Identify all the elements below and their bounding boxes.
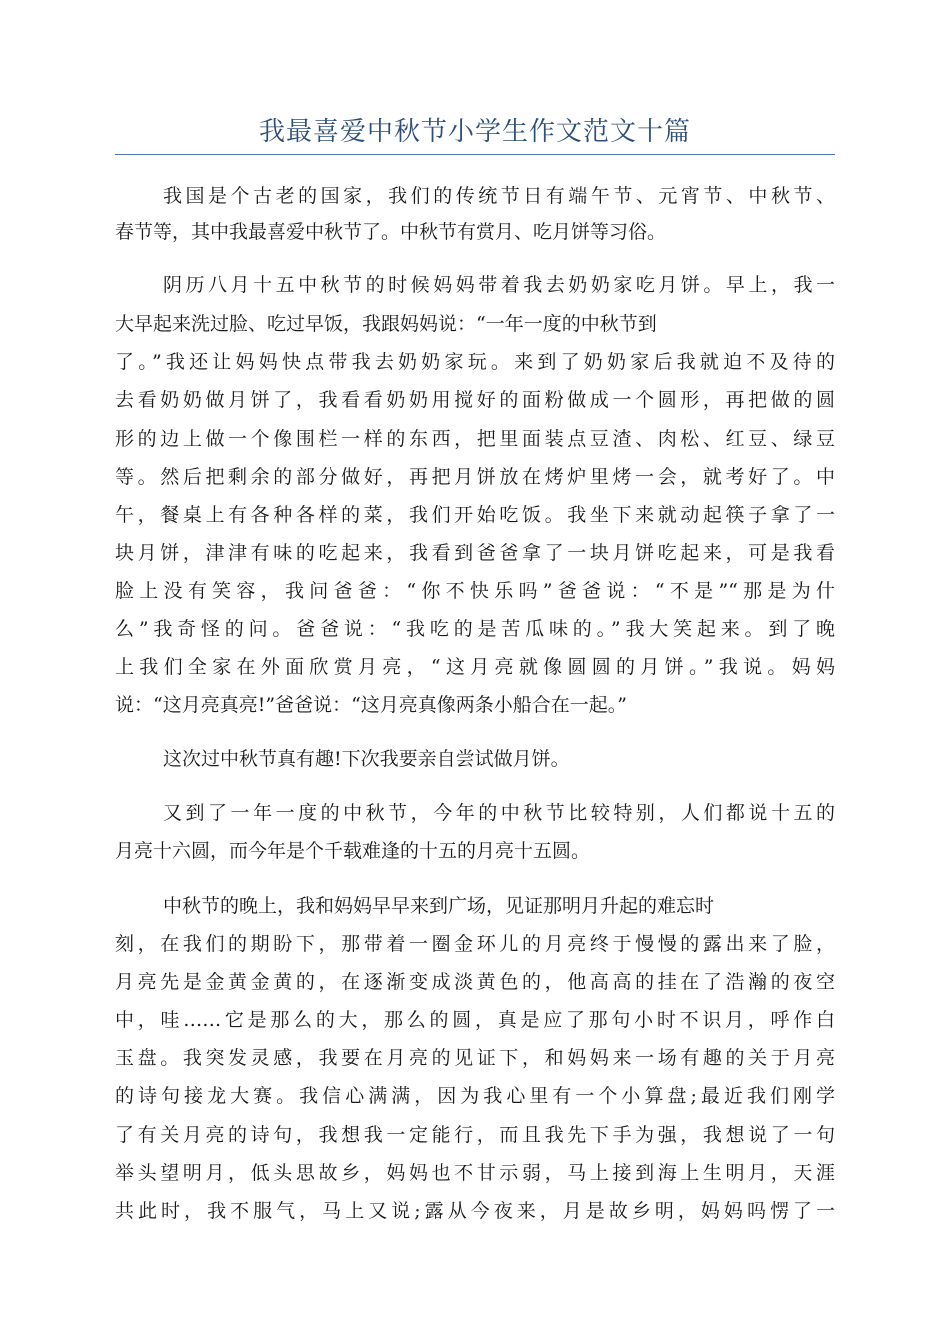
paragraph-line: 又到了一年一度的中秋节，今年的中秋节比较特别，人们都说十五的	[163, 802, 835, 824]
paragraph-line: 等。然后把剩余的部分做好，再把月饼放在烤炉里烤一会，就考好了。中	[115, 466, 835, 488]
paragraph-line: 共此时，我不服气，马上又说;露从今夜来，月是故乡明，妈妈吗愣了一	[115, 1200, 835, 1222]
paragraph-line: 了有关月亮的诗句，我想我一定能行，而且我先下手为强，我想说了一句	[115, 1124, 835, 1146]
paragraph-line: 玉盘。我突发灵感，我要在月亮的见证下，和妈妈来一场有趣的关于月亮	[115, 1047, 835, 1069]
paragraph-line: 阴历八月十五中秋节的时候妈妈带着我去奶奶家吃月饼。早上，我一	[163, 274, 835, 296]
paragraph-line: 中秋节的晚上，我和妈妈早早来到广场，见证那明月升起的难忘时	[163, 895, 715, 917]
document-title: 我最喜爱中秋节小学生作文范文十篇	[258, 117, 691, 147]
title-underline	[115, 154, 835, 155]
paragraph-line: 了。”我还让妈妈快点带我去奶奶家玩。来到了奶奶家后我就迫不及待的	[115, 351, 835, 373]
paragraph-line: 中，哇……它是那么的大，那么的圆，真是应了那句小时不识月，呼作白	[115, 1009, 835, 1031]
paragraph-line: 举头望明月，低头思故乡，妈妈也不甘示弱，马上接到海上生明月，天涯	[115, 1162, 835, 1184]
paragraph-line: 块月饼，津津有味的吃起来，我看到爸爸拿了一块月饼吃起来，可是我看	[115, 542, 835, 564]
paragraph-line: 月亮先是金黄金黄的，在逐渐变成淡黄色的，他高高的挂在了浩瀚的夜空	[115, 971, 835, 993]
paragraph-line: 说：“这月亮真亮!”爸爸说：“这月亮真像两条小船合在一起。”	[115, 694, 627, 716]
paragraph-line: 形的边上做一个像围栏一样的东西，把里面装点豆渣、肉松、红豆、绿豆	[115, 428, 835, 450]
paragraph-line: 去看奶奶做月饼了，我看看奶奶用搅好的面粉做成一个圆形，再把做的圆	[115, 389, 835, 411]
paragraph-line: 么”我奇怪的问。爸爸说：“我吃的是苦瓜味的。”我大笑起来。到了晚	[115, 618, 835, 640]
paragraph-line: 刻，在我们的期盼下，那带着一圈金环儿的月亮终于慢慢的露出来了脸，	[115, 933, 835, 955]
paragraph-line: 脸上没有笑容，我问爸爸：“你不快乐吗”爸爸说：“不是”“那是为什	[115, 580, 835, 602]
paragraph-line: 月亮十六圆，而今年是个千载难逢的十五的月亮十五圆。	[115, 840, 591, 862]
paragraph-line: 我国是个古老的国家，我们的传统节日有端午节、元宵节、中秋节、	[163, 185, 835, 207]
paragraph-line: 春节等，其中我最喜爱中秋节了。中秋节有赏月、吃月饼等习俗。	[115, 221, 667, 243]
paragraph-line: 的诗句接龙大赛。我信心满满，因为我心里有一个小算盘;最近我们刚学	[115, 1085, 835, 1107]
paragraph-line: 这次过中秋节真有趣!下次我要亲自尝试做月饼。	[163, 748, 570, 770]
paragraph-line: 大早起来洗过脸、吃过早饭，我跟妈妈说：“一年一度的中秋节到	[115, 313, 657, 335]
paragraph-line: 午，餐桌上有各种各样的菜，我们开始吃饭。我坐下来就动起筷子拿了一	[115, 504, 835, 526]
paragraph-line: 上我们全家在外面欣赏月亮，“这月亮就像圆圆的月饼。”我说。妈妈	[115, 656, 835, 678]
